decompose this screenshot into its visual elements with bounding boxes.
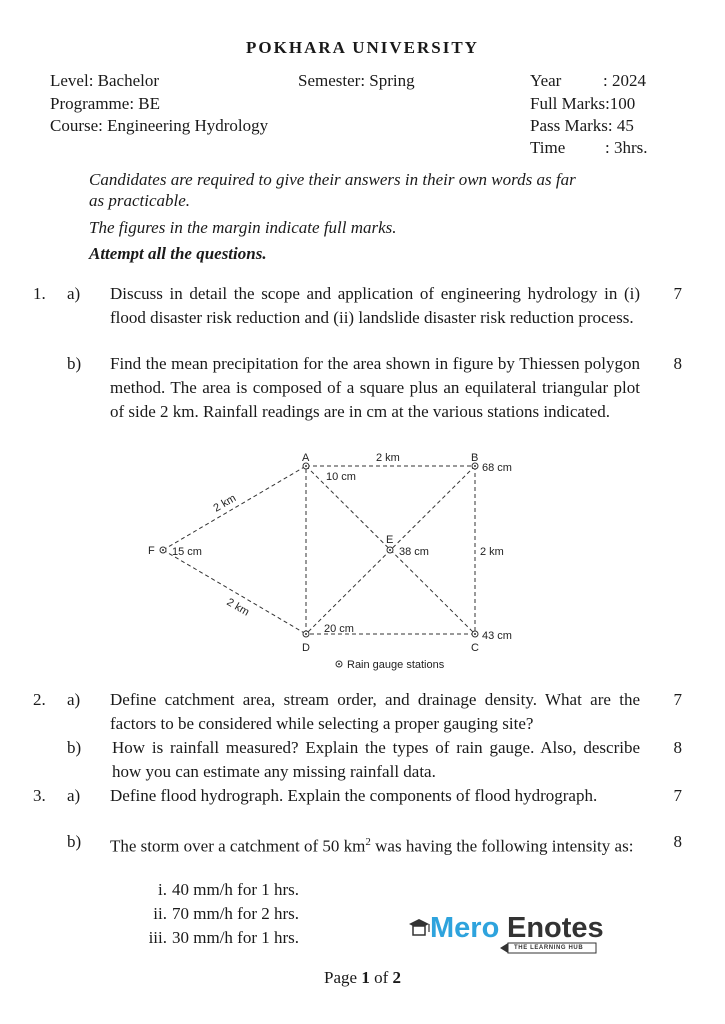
page-footer <box>0 967 725 989</box>
list-item-roman: iii. <box>148 928 167 947</box>
page-total: 2 <box>392 968 401 987</box>
dim-bc-label: 2 km <box>480 546 504 558</box>
instruction-line-3: Attempt all the questions. <box>89 244 267 263</box>
logo-text-mero: Mero <box>430 912 500 944</box>
rain-e-label: 38 cm <box>399 546 429 558</box>
station-d-label: D <box>302 642 310 654</box>
logo-tagline: THE LEARNING HUB <box>514 945 584 951</box>
question-text <box>110 830 640 859</box>
question-marks: 8 <box>673 354 682 373</box>
course-label: Course: Engineering Hydrology <box>50 116 269 135</box>
list-item-text: 30 mm/h for 1 hrs. <box>172 928 300 947</box>
part-label: a) <box>67 690 81 709</box>
time-value: : 3hrs. <box>605 138 648 157</box>
station-c-label: C <box>471 642 479 654</box>
station-e-label: E <box>386 534 394 546</box>
year-value: : 2024 <box>603 71 646 90</box>
part-label: b) <box>67 738 82 757</box>
question-text: Discuss in detail the scope and application of engineering hydrology in (i) flood disaster risk reduction and (ii) landslide disaster risk reduction process. <box>110 284 640 327</box>
question-number: 3. <box>33 786 46 805</box>
station-b-label: B <box>471 452 479 464</box>
programme-label: Programme: BE <box>50 94 161 113</box>
instruction-line-1a: Candidates are required to give their answers in their own words as far <box>89 170 576 189</box>
part-label: b) <box>67 354 82 373</box>
edge-f-d <box>163 550 306 634</box>
university-title: POKHARA UNIVERSITY <box>246 38 479 57</box>
logo-text-enotes: Enotes <box>507 912 604 944</box>
edge-f-a <box>163 466 306 550</box>
question-text: Define catchment area, stream order, and drainage density. What are the factors to be considered while selecting a proper gauging site? <box>110 690 640 733</box>
page-footer-mid: of <box>369 968 393 987</box>
question-text-pre: The storm over a catchment of 50 km <box>110 836 366 856</box>
rain-b-label: 68 cm <box>482 462 512 474</box>
pass-marks: Pass Marks: 45 <box>530 116 634 135</box>
page-current: 1 <box>361 968 370 987</box>
rain-d-label: 20 cm <box>324 623 354 635</box>
part-label: a) <box>67 786 81 805</box>
time-label: Time <box>530 138 566 157</box>
page-footer-pre: Page <box>324 968 362 987</box>
question-text: Find the mean precipitation for the area shown in figure by Thiessen polygon method. The area is composed of a square plus an equilateral triangular plot of side 2 km. Rainfall readings are in cm at the various stations indicated. <box>110 354 640 421</box>
list-item-roman: ii. <box>153 904 167 923</box>
list-item-roman: i. <box>158 880 167 899</box>
part-label: b) <box>67 832 82 851</box>
station-f-label: F <box>148 545 155 557</box>
question-text-superscript: 2 <box>365 836 371 848</box>
dim-fa-label: 2 km <box>211 492 239 515</box>
legend-label: Rain gauge stations <box>347 659 445 671</box>
question-text: How is rainfall measured? Explain the types of rain gauge. Also, describe how you can estimate any missing rainfall data. <box>112 738 640 781</box>
question-number: 2. <box>33 690 46 709</box>
full-marks: Full Marks:100 <box>530 94 636 113</box>
station-a-label: A <box>302 452 310 464</box>
question-text: Define flood hydrograph. Explain the components of flood hydrograph. <box>110 786 598 805</box>
question-marks: 7 <box>673 284 682 303</box>
list-item-text: 70 mm/h for 2 hrs. <box>172 904 300 923</box>
meroenotes-logo <box>406 910 606 958</box>
list-item-text: 40 mm/h for 1 hrs. <box>172 880 300 899</box>
rain-c-label: 43 cm <box>482 630 512 642</box>
semester-label: Semester: Spring <box>298 71 415 90</box>
question-marks: 8 <box>673 832 682 851</box>
question-marks: 7 <box>673 786 682 805</box>
year-label: Year <box>530 71 562 90</box>
dim-ab-label: 2 km <box>376 452 400 464</box>
instruction-line-2: The figures in the margin indicate full marks. <box>89 218 397 237</box>
question-text-post: was having the following intensity as: <box>370 836 634 856</box>
dim-fd-label: 2 km <box>224 596 252 619</box>
rain-a-label: 10 cm <box>326 471 356 483</box>
question-number: 1. <box>33 284 46 303</box>
rain-f-label: 15 cm <box>172 546 202 558</box>
instruction-line-1b: as practicable. <box>89 191 191 210</box>
question-marks: 7 <box>673 690 682 709</box>
part-label: a) <box>67 284 81 303</box>
question-marks: 8 <box>673 738 682 757</box>
level-label: Level: Bachelor <box>50 71 160 90</box>
